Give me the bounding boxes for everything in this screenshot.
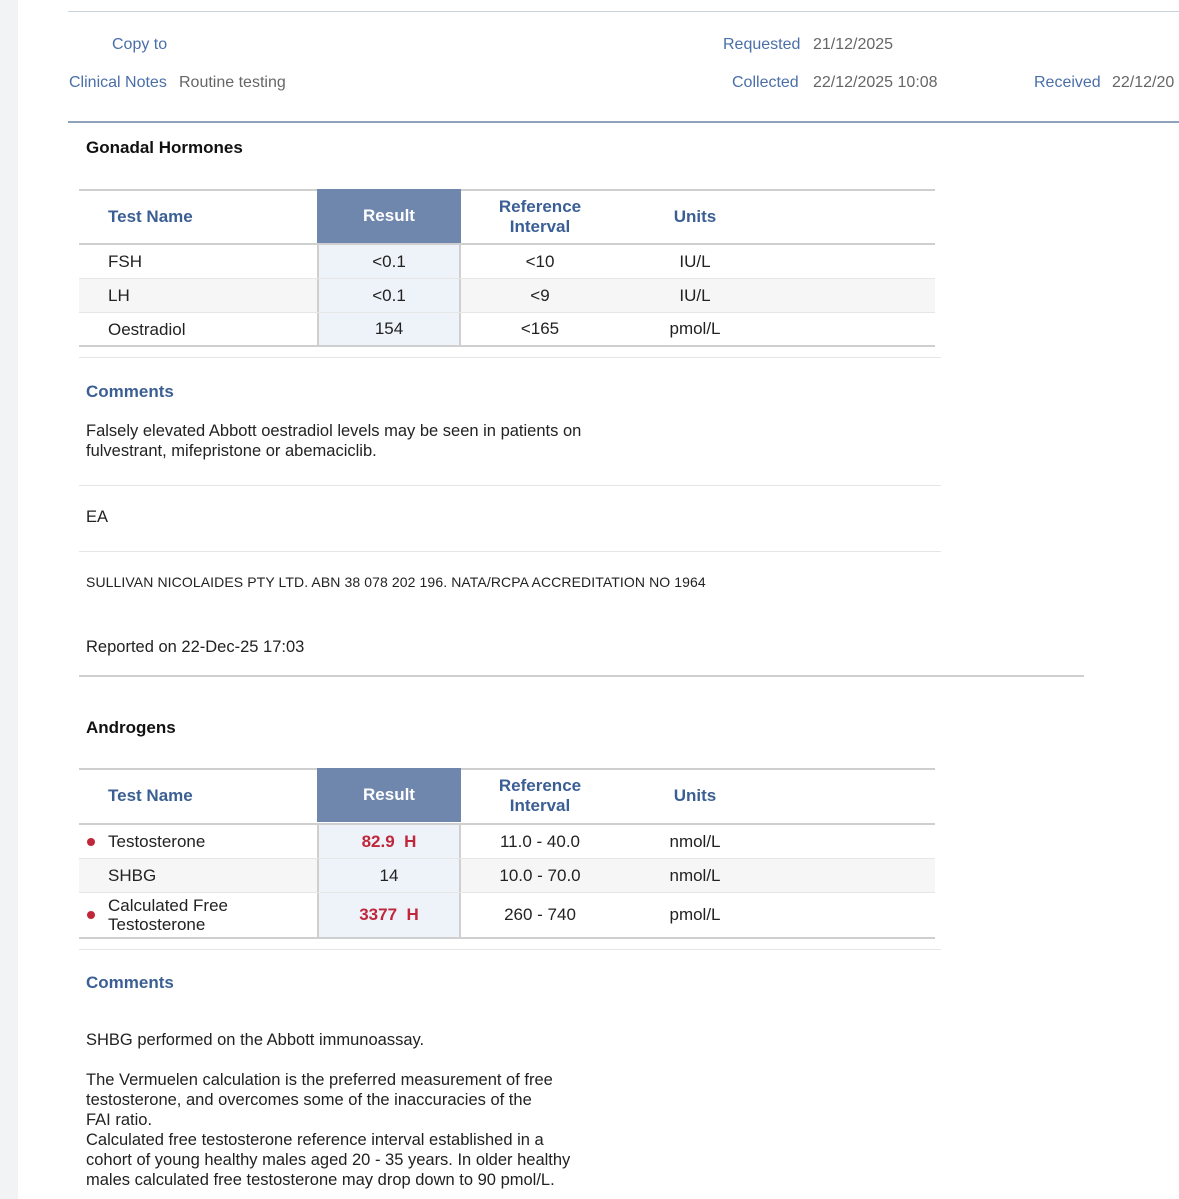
test-name [108, 893, 228, 937]
comments-heading-gonadal: Comments [86, 382, 174, 401]
reported-on: Reported on 22-Dec-25 17:03 [86, 638, 305, 656]
test-units: pmol/L [669, 319, 721, 338]
test-reference: 11.0 - 40.0 [499, 831, 581, 851]
test-units: pmol/L [669, 905, 721, 924]
test-name: FSH [108, 252, 142, 271]
comments-heading-androgens: Comments [86, 973, 174, 992]
test-units: nmol/L [669, 831, 721, 851]
ref-header-line2: Interval [509, 796, 571, 815]
divider [79, 551, 941, 552]
table-header [79, 191, 935, 245]
col-result: Result [317, 189, 461, 243]
divider [79, 485, 941, 486]
header-bottom-rule [68, 121, 1179, 123]
lab-accreditation-note: SULLIVAN NICOLAIDES PTY LTD. ABN 38 078 202 196. NATA/RCPA ACCREDITATION NO 1964 [86, 574, 706, 590]
ref-header-line2: Interval [509, 217, 571, 236]
table-row [79, 279, 935, 313]
header-top-rule [68, 11, 1179, 12]
section-divider [79, 675, 1084, 677]
abnormal-flag-icon [87, 911, 95, 919]
received-value: 22/12/20 [1112, 74, 1175, 91]
test-result: <0.1 [317, 245, 461, 278]
test-result: 3377 H [317, 893, 461, 937]
col-result: Result [317, 768, 461, 822]
test-result: <0.1 [317, 279, 461, 312]
table-header [79, 770, 935, 825]
comment-vermeulen: The Vermuelen calculation is the preferred measurement of free testosterone, and overcomes some of the inaccuracies of the FAI ratio. Calculated free testosterone reference interval established in a cohort of young healthy males aged 20 - 35 years. In older healthy males calculated free testosterone may drop down to 90 pmol/L. [86, 1071, 571, 1189]
test-reference: <10 [525, 251, 555, 271]
gonadal-results-table [79, 189, 935, 347]
col-test-name: Test Name [108, 207, 193, 226]
collected-label: Collected [732, 74, 799, 91]
divider [79, 357, 941, 358]
clinical-notes-label: Clinical Notes [69, 74, 167, 91]
comment-text-gonadal: Falsely elevated Abbott oestradiol levels may be seen in patients on fulvestrant, mifepristone or abemaciclib. [86, 422, 582, 460]
comment-shbg: SHBG performed on the Abbott immunoassay. [86, 1031, 425, 1049]
test-name: Oestradiol [108, 319, 186, 339]
reporter-initials: EA [86, 508, 109, 526]
ref-header-line1: Reference [498, 197, 582, 216]
test-result: 82.9 H [317, 825, 461, 858]
androgens-results-table [79, 768, 935, 939]
ref-header-line1: Reference [498, 776, 582, 795]
received-label: Received [1034, 74, 1101, 91]
test-units: nmol/L [669, 865, 721, 885]
copy-to-label[interactable]: Copy to [112, 36, 168, 53]
table-row [79, 245, 935, 279]
test-reference: 260 - 740 [504, 905, 576, 924]
col-reference-interval [462, 191, 618, 243]
section-title-gonadal: Gonadal Hormones [86, 138, 243, 157]
clinical-notes-value: Routine testing [179, 74, 286, 91]
test-units: IU/L [679, 251, 711, 271]
test-name: LH [108, 286, 130, 305]
test-reference: <9 [530, 285, 550, 305]
requested-label: Requested [723, 36, 801, 53]
table-row [79, 825, 935, 859]
test-result: 14 [317, 859, 461, 892]
test-name: Testosterone [108, 832, 206, 851]
divider [79, 949, 941, 950]
abnormal-flag-icon [87, 838, 95, 846]
table-row [79, 859, 935, 893]
requested-value: 21/12/2025 [813, 36, 894, 53]
section-title-androgens: Androgens [86, 718, 176, 737]
table-row [79, 313, 935, 345]
test-reference: 10.0 - 70.0 [499, 865, 581, 885]
left-gutter [0, 0, 18, 1199]
test-reference: <165 [520, 319, 560, 338]
test-name-line2: Testosterone [108, 915, 206, 934]
test-name: SHBG [108, 866, 157, 885]
col-test-name: Test Name [108, 786, 193, 805]
col-units: Units [673, 786, 717, 805]
collected-value: 22/12/2025 10:08 [813, 74, 938, 91]
col-units: Units [673, 207, 717, 226]
table-row [79, 893, 935, 937]
col-reference-interval [462, 770, 618, 822]
test-units: IU/L [679, 285, 711, 305]
test-result: 154 [317, 313, 461, 345]
test-name-line1: Calculated Free [108, 896, 229, 915]
